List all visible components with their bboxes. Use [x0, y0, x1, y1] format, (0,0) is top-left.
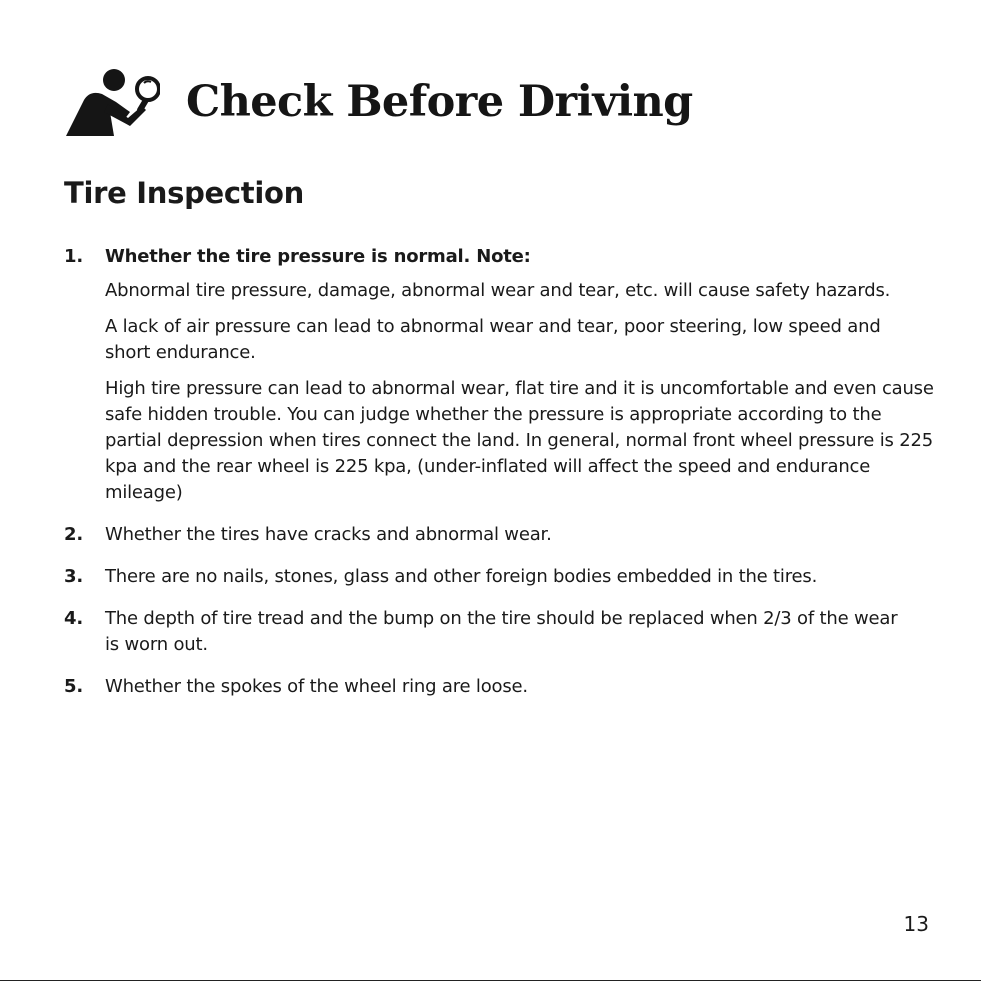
note-paragraph: A lack of air pressure can lead to abnormal wear and tear, poor steering, low speed and short endurance. [105, 316, 881, 363]
item-number: 4. [64, 608, 83, 629]
list-item [64, 674, 950, 700]
list-item [64, 606, 950, 658]
item-text: Whether the spokes of the wheel ring are loose. [105, 676, 528, 697]
item-number: 2. [64, 524, 83, 545]
person-with-magnifier-icon [64, 66, 160, 138]
page-number: 13 [903, 912, 929, 936]
item-number: 3. [64, 566, 83, 587]
page-header [64, 66, 693, 138]
list-item [64, 564, 950, 590]
note-paragraph: High tire pressure can lead to abnormal wear, flat tire and it is uncomfortable and even cause safe hidden trouble. You can judge whether the pressure is appropriate according to the partial depression when tires connect the land. In general, normal front wheel pressure is 225 kpa and the rear wheel is 225 kpa, (under-inflated will affect the speed and endurance mileage) [105, 378, 934, 503]
item-number: 5. [64, 676, 83, 697]
item-title: Whether the tire pressure is normal. Note: [105, 246, 531, 267]
item-number: 1. [64, 246, 83, 267]
list-item [64, 522, 950, 548]
item-text: Whether the tires have cracks and abnormal wear. [105, 524, 552, 545]
note-paragraph: Abnormal tire pressure, damage, abnormal wear and tear, etc. will cause safety hazards. [105, 280, 891, 301]
inspection-list [64, 244, 950, 716]
list-item [64, 244, 950, 506]
section-title: Tire Inspection [64, 176, 304, 210]
item-text: There are no nails, stones, glass and other foreign bodies embedded in the tires. [105, 566, 818, 587]
page-title: Check Before Driving [186, 77, 693, 127]
item-text: The depth of tire tread and the bump on the tire should be replaced when 2/3 of the wear is worn out. [105, 608, 898, 655]
